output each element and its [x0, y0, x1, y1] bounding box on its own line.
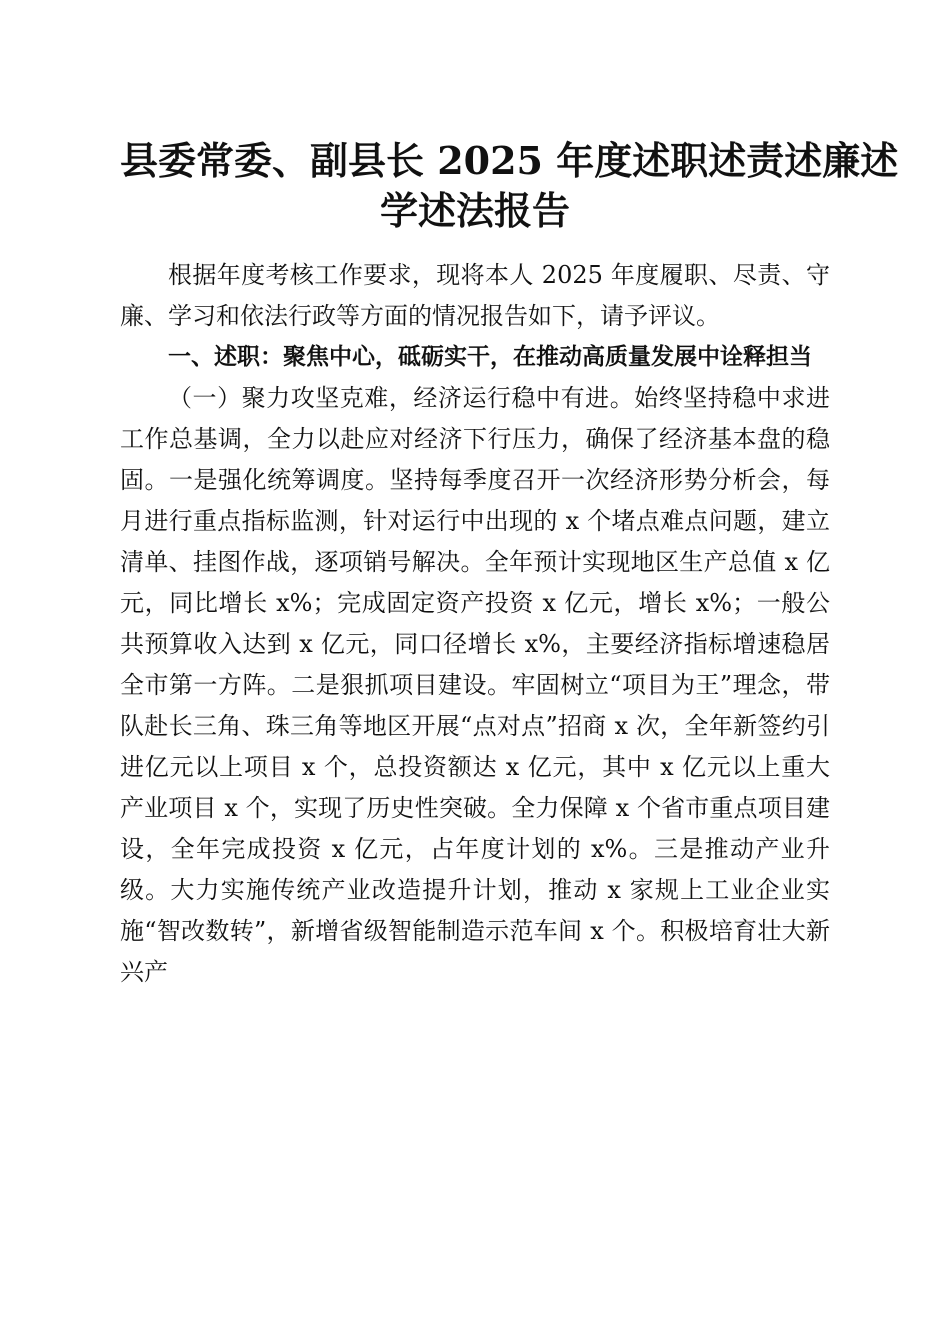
subsection-1-heading: （一）聚力攻坚克难，经济运行稳中有进。 — [168, 384, 635, 412]
section-1-heading: 一、述职：聚焦中心，砥砺实干，在推动高质量发展中诠释担当 — [168, 344, 812, 370]
intro-paragraph: 根据年度考核工作要求，现将本人 2025 年度履职、尽责、守廉、学习和依法行政等方面的情况报告如下，请予评议。 — [120, 261, 830, 330]
document-title — [120, 136, 899, 236]
title-line-1: 县委常委、副县长 2025 年度述职述责述廉述 — [120, 138, 899, 183]
subsection-1-paragraph — [120, 378, 830, 993]
title-line-2: 学述法报告 — [379, 188, 570, 233]
document-body — [120, 255, 830, 993]
subsection-1-body: 始终坚持稳中求进工作总基调，全力以赴应对经济下行压力，确保了经济基本盘的稳固。一是强化统筹调度。坚持每季度召开一次经济形势分析会，每月进行重点指标监测，针对运行中出现的 x 个堵点难点问题，建立清单、挂图作战，逐项销号解决。全年预计实现地区生产总值 x 亿元，同比增长 x%；完成固定资产投资 x 亿元，增长 x%；一般公共预算收入达到 x 亿元，同口径增长 x%，主要经济指标增速稳居全市第一方阵。二是狠抓项目建设。牢固树立“项目为王”理念，带队赴长三角、珠三角等地区开展“点对点”招商 x 次，全年新签约引进亿元以上项目 x 个，总投资额达 x 亿元，其中 x 亿元以上重大产业项目 x 个，实现了历史性突破。全力保障 x 个省市重点项目建设，全年完成投资 x 亿元，占年度计划的 x%。三是推动产业升级。大力实施传统产业改造提升计划，推动 x 家规上工业企业实施“智改数转”，新增省级智能制造示范车间 x 个。积极培育壮大新兴产 — [120, 384, 831, 986]
